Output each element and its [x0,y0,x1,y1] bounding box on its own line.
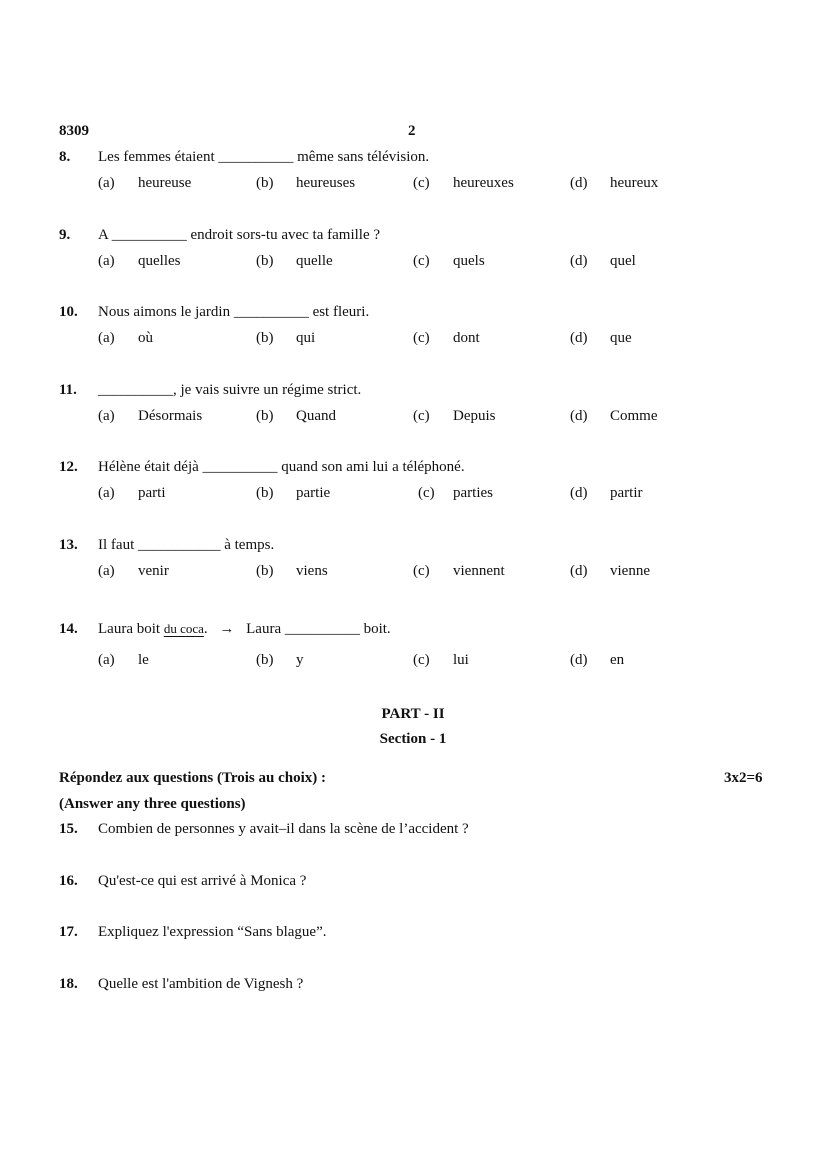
option-text: le [138,652,149,668]
option-text: Comme [610,408,658,424]
question-number: 10. [59,304,78,320]
question-10 [0,304,826,364]
option-text: heureuxes [453,175,514,191]
question-number: 12. [59,459,78,475]
marks-allocation: 3x2=6 [724,770,763,786]
question-12 [0,459,826,519]
option-label: (d) [570,330,588,346]
question-text: Il faut ___________ à temps. [98,537,275,553]
option-text: y [296,652,304,668]
option-text: venir [138,563,169,579]
part-title: PART - II [381,706,445,722]
option-label: (c) [413,175,430,191]
question-text: Hélène était déjà __________ quand son ami lui a téléphoné. [98,459,465,475]
instruction-en: (Answer any three questions) [59,796,246,812]
option-label: (d) [570,485,588,501]
question-number: 17. [59,924,78,940]
option-text: que [610,330,632,346]
option-label: (b) [256,330,274,346]
instruction-fr: Répondez aux questions (Trois au choix) : [59,770,326,786]
option-text: partir [610,485,643,501]
option-text: viennent [453,563,505,579]
question-text: Nous aimons le jardin __________ est fleuri. [98,304,370,320]
option-label: (d) [570,563,588,579]
option-label: (b) [256,652,274,668]
question-16 [0,873,826,897]
option-text: lui [453,652,469,668]
option-label: (b) [256,563,274,579]
option-label: (c) [413,253,430,269]
question-number: 15. [59,821,78,837]
option-text: Désormais [138,408,203,424]
question-number: 8. [59,149,71,165]
option-text: partie [296,485,331,501]
question-text: __________, je vais suivre un régime strict. [98,382,362,398]
option-label: (c) [418,485,435,501]
question-number: 13. [59,537,78,553]
question-result: Laura __________ boit. [246,621,391,637]
option-text: Depuis [453,408,496,424]
question-text: Expliquez l'expression “Sans blague”. [98,924,327,940]
option-text: heureuses [296,175,356,191]
option-text: qui [296,330,316,346]
option-text: heureuse [138,175,192,191]
option-label: (a) [98,330,115,346]
option-text: vienne [610,563,650,579]
question-text: Les femmes étaient __________ même sans télévision. [98,149,430,165]
question-number: 14. [59,621,78,637]
option-label: (b) [256,175,274,191]
question-text: Quelle est l'ambition de Vignesh ? [98,976,304,992]
question-prefix: Laura boit [98,621,161,637]
option-label: (d) [570,253,588,269]
option-label: (a) [98,175,115,191]
option-label: (c) [413,408,430,424]
option-text: heureux [610,175,659,191]
option-label: (d) [570,175,588,191]
option-label: (a) [98,652,115,668]
option-text: quelles [138,253,181,269]
question-15 [0,821,826,845]
option-label: (d) [570,408,588,424]
question-11 [0,382,826,442]
option-label: (c) [413,563,430,579]
option-label: (c) [413,652,430,668]
option-label: (a) [98,563,115,579]
question-period: . [203,621,208,637]
question-text: A __________ endroit sors-tu avec ta famille ? [98,227,381,243]
option-text: quel [610,253,636,269]
question-8 [0,149,826,209]
option-text: quelle [296,253,333,269]
option-label: (a) [98,408,115,424]
option-text: quels [453,253,485,269]
paper-code: 8309 [59,123,89,139]
question-18 [0,976,826,1000]
option-label: (a) [98,253,115,269]
page-number: 2 [408,123,416,139]
option-text: parti [138,485,166,501]
question-number: 11. [59,382,77,398]
arrow-right-icon: → [219,621,235,637]
option-label: (b) [256,408,274,424]
question-number: 18. [59,976,78,992]
question-text [98,621,391,638]
question-9 [0,227,826,287]
option-label: (b) [256,253,274,269]
question-13 [0,537,826,597]
option-text: où [138,330,153,346]
question-17 [0,924,826,948]
question-number: 16. [59,873,78,889]
question-text: Combien de personnes y avait–il dans la scène de l’accident ? [98,821,469,837]
option-label: (d) [570,652,588,668]
option-label: (b) [256,485,274,501]
option-text: dont [453,330,480,346]
option-label: (a) [98,485,115,501]
question-text: Qu'est-ce qui est arrivé à Monica ? [98,873,307,889]
question-14 [0,621,826,691]
option-text: Quand [296,408,336,424]
underlined-phrase: du coca [163,621,204,636]
option-text: en [610,652,625,668]
option-text: viens [296,563,328,579]
option-text: parties [453,485,493,501]
section-title: Section - 1 [379,731,447,747]
question-number: 9. [59,227,71,243]
option-label: (c) [413,330,430,346]
